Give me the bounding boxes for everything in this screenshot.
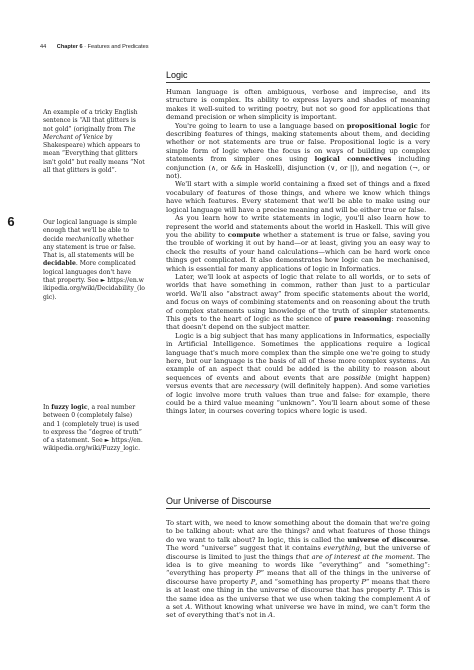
text: (will definitely happen). And some varieties of logic involve more truth values than true and false: for example, there could be a third value meaning “unknown”. You'll learn about some of these things later, in courses covering topics where logic is used.: [166, 382, 430, 416]
fuzzy-logic-link[interactable]: https://en.wikipedia.org/wiki/Fuzzy_logic: [43, 437, 143, 453]
text: . More complicated logical languages don't have that property. See ►: [43, 260, 136, 285]
header-separator: ·: [82, 44, 88, 50]
paragraph: [166, 519, 430, 620]
emphasis: possible: [343, 373, 372, 382]
text: To start with, we need to know something about the domain that we're going to be talking about: what are the things? and what features of those things do we want to talk about? In logic, this is called the: [166, 519, 430, 544]
term-propositional-logic: propositional logic: [346, 121, 418, 130]
text: Later, we'll look at aspects of logic that relate to all worlds, or to sets of worlds that have something in common, rather than just to a particular world. We'll also “abstract away” from specific statements about the world, and focus on ways of combining statements and on reasoning about the truth of complex statements using knowledge of the truth of simpler statements. This gets to the heart of logic as the science of: [166, 272, 430, 323]
text: (might happen) versus events that are: [166, 373, 430, 391]
paragraph: [166, 122, 430, 181]
text: , and “something has property: [255, 577, 362, 586]
chapter-title: Features and Predicates: [87, 44, 149, 50]
term-fuzzy-logic: fuzzy logic: [51, 404, 88, 411]
margin-note-glitters: [43, 109, 145, 175]
math-variable: P: [398, 586, 403, 595]
paragraph: [166, 273, 430, 332]
text: As you learn how to write statements in logic, you'll also learn how to represent the world and statements about the world in Haskell. This will give you the ability to: [166, 214, 430, 239]
emphasis: everything: [323, 544, 360, 553]
term-logical-connectives: logical connectives: [314, 155, 392, 164]
text: ” means that all of the things in the universe of discourse have property: [166, 569, 430, 586]
universe-body: [166, 519, 430, 620]
math-variable: P: [361, 577, 366, 586]
emphasis: necessary: [244, 382, 279, 391]
text: . The word “universe” suggest that it contains: [166, 535, 430, 553]
text: In: [43, 404, 52, 411]
chapter-label: Chapter 6: [56, 44, 83, 50]
text: . This is the same idea as the universe that we use when taking the complement: [166, 586, 430, 603]
math-variable: P: [256, 569, 261, 578]
paragraph: [166, 332, 430, 416]
text: for describing features of things, making statements about them, and deciding whether or not statements are true or false. Propositional logic is a very simple form of logic where the focus is on ways of building up complex statements from simpler ones using: [166, 121, 431, 164]
text: Logic is a big subject that has many applications in Informatics, especially in Artificial Intelligence. Sometimes the applications require a logical language that's much more complex than the simple one we're going to study here, but our language is the basis of all of these more complex systems. An example of an aspect that could be added is the ability to reason about sequences of events and about events that are: [166, 331, 430, 382]
text: ” means that there is at least one thing in the universe of discourse that has property: [166, 577, 430, 595]
math-variable: P: [250, 577, 256, 586]
logic-body: [166, 88, 430, 416]
text: . Without knowing what universe we have in mind, we can't form the set of everything that's not in: [166, 603, 430, 620]
page-number: 44: [40, 44, 47, 50]
text: Our logical language is simple enough that we'll be able to decide: [43, 219, 137, 243]
paragraph: Human language is often ambiguous, verbose and imprecise, and its structure is complex. Its ability to express layers and shades of meaning makes it well-suited to writing poetry, but not so good for applications that demand precision or when simplicity is important.: [166, 88, 430, 122]
text: : reasoning that doesn't depend on the subject matter.: [166, 314, 431, 332]
paragraph: [166, 214, 430, 273]
paragraph: We'll start with a simple world containing a fixed set of things and a fixed vocabulary of features of those things, and where we know which things have which features. Every statement that we'll be able to make using our logical language will have a precise meaning and will be either true or false.: [166, 180, 430, 214]
term-compute: compute: [227, 230, 261, 239]
running-header: [40, 44, 149, 50]
text: .: [54, 293, 57, 301]
text: .: [272, 611, 276, 620]
margin-note-decidable: [43, 219, 145, 302]
math-variable: A: [416, 594, 422, 603]
term-pure-reasoning: pure reasoning: [333, 314, 392, 323]
text: An example of a tricky English sentence is “All that glitters is not gold” (originally from: [43, 109, 138, 133]
math-variable: A: [185, 603, 191, 612]
section-title-universe: Our Universe of Discourse: [166, 496, 272, 506]
text: of a set: [166, 594, 430, 612]
text: , but the universe of discourse is limited to just the things: [166, 544, 430, 561]
text: whether any statement is true or false. That is, all statements will be: [43, 235, 136, 260]
text: .: [138, 445, 141, 453]
text: , a real number between 0 (completely false) and 1 (completely true) is used to express the “degree of truth” of a statement. See ►: [43, 404, 142, 445]
text: . The idea is to give meaning to words like “everything” and “something”: “everything has property: [166, 552, 430, 578]
chapter-tab: 6: [0, 211, 22, 233]
math-variable: A: [268, 611, 273, 620]
text: whether a statement is true or false, saving you the trouble of working it out by hand—or at least, giving you an easy way to check the results of your hand calculations—which can be hard work once things get complicated. It also demonstrates how logic can be mechanised, which is essential for many applications of logic in Informatics.: [166, 230, 430, 273]
margin-note-fuzzy: [43, 404, 145, 454]
emphasis: that are of interest at the moment: [295, 552, 413, 561]
emphasis: mechanically: [65, 235, 106, 243]
book-title: The Merchant of Venice: [43, 125, 136, 141]
text: by Shakespeare) which appears to mean “Everything that glitters isn't gold” but really means “Not all that glitters is gold”.: [43, 133, 145, 175]
term-decidable: decidable: [43, 260, 76, 268]
text: including conjunction (∧, or && in Haskell), disjunction (∨, or ||), and negation (¬, or not).: [166, 155, 430, 181]
section-rule: [166, 508, 430, 509]
text: You're going to learn to use a language based on: [175, 121, 347, 130]
decidability-link[interactable]: https://en.wikipedia.org/wiki/Decidability_(logic): [43, 277, 145, 301]
term-universe-of-discourse: universe of discourse: [347, 535, 428, 544]
section-rule: [166, 82, 430, 83]
section-title-logic: Logic: [166, 70, 188, 80]
